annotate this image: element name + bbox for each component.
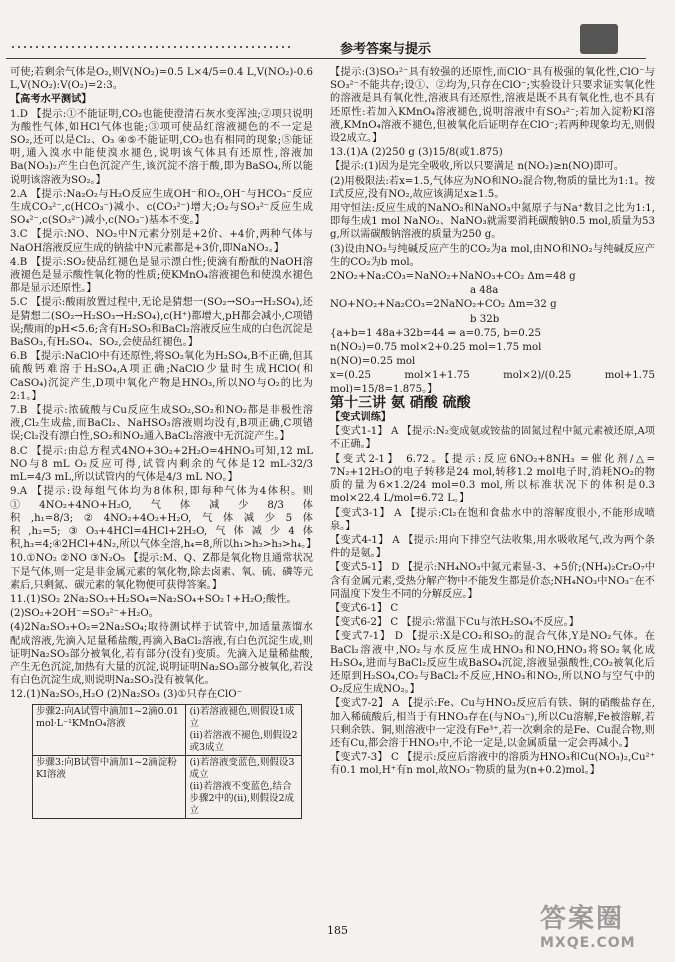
header-title: 参考答案与提示: [340, 42, 432, 57]
equation: NO+NO₂+Na₂CO₃=2NaNO₂+CO₂ Δm=32 g: [330, 299, 557, 311]
equation: b 32b: [470, 313, 500, 325]
experiment-table: [32, 704, 302, 819]
answer-11c: (4)2Na₂SO₃+O₂=2Na₂SO₄;取待测试样于试管中,加适量蒸馏水配成溶液,先滴入足量稀盐酸,再滴入BaCl₂溶液,有白色沉淀生成,则证明Na₂SO₃部分被氧化,若有部分(没有)变质。先滴入足量稀盐酸,产生无色沉淀,加热有大量的沉淀,说明证明Na₂SO₃部分被氧化,若没有白色沉淀生成,则说明Na₂SO₃没有被氧化。: [10, 622, 313, 687]
answer-4: 4.B 【提示:SO₂使品红褪色是显示漂白性;使滴有酚酞的NaOH溶液褪色是显示酸性氧化物的性质;使KMnO₄溶液褪色和使溴水褪色都是显示还原性。】: [10, 256, 313, 295]
paragraph: (2)用极限法:若x=1.5,气体应为NO和NO₂混合物,物质的量比为1:1。按Ⅰ式反应,没有NO₂,故应该满足x≥1.5。: [330, 175, 655, 200]
answer-10: 10.①NO₂ ②NO ③N₂O₅ 【提示:M、Q、Z都是氧化物且通常状况下是气体,则一定是非金属元素的氧化物,除去卤素、氧、硫、磷等元素后,只剩氮、碳元素的氧化物便可获得答案。】: [10, 553, 313, 591]
table-cell: 步骤3:向B试管中滴加1~2滴淀粉KI溶液: [33, 755, 186, 818]
variant-3-1: 【变式3-1】 A 【提示:Cl₂在饱和食盐水中的溶解度很小,不能形成喷泉。】: [330, 507, 655, 532]
answer-6: 6.B 【提示:NaClO中有还原性,将SO₂氧化为H₂SO₄,B不正确,但其硫酸钙难溶于H₂SO₄,A项正确;NaClO少量时生成HClO(和CaSO₄)沉淀产生,D项中氧化产物是HNO₃,所以NO与O₂的比为2:1。】: [10, 351, 313, 402]
equation: n(NO)=0.25 mol: [330, 356, 416, 368]
equation: a 48a: [470, 285, 499, 297]
logo-icon: [580, 24, 618, 54]
section-title: 【变式训练】: [330, 412, 392, 424]
page-header: [0, 0, 675, 62]
equation: {a+b=1 48a+32b=44 ⇒ a=0.75, b=0.25: [330, 327, 541, 339]
answer-1: 1.D 【提示:①不能证明,CO₂也能使澄清石灰水变浑浊;②项只说明为酸性气体,如HCl气体也能;③项可使品红溶液褪色的不一定是SO₂,还可以是Cl₂、O₃ ④⑤不能证明,CO₂也有相同的现象;⑤能证明,通入溴水中能使溴水褪色,说明该气体具有还原性,溶液加Ba(NO₃)₂产生白色沉淀产生,该沉淀不溶于酸,即为BaSO₄,所以能说明该溶液为SO₂。】: [10, 108, 313, 186]
dotted-divider: [10, 44, 290, 50]
paragraph: 可使;若剩余气体是O₂,则V(NO₂)=0.5 L×4/5=0.4 L,V(NO₂)-0.6 L,V(NO₂):V(O₂)=2:3。: [10, 67, 313, 92]
paragraph: (3)设由NO₂与纯碱反应产生的CO₂为a mol,由NO和NO₂与纯碱反应产生的CO₂为b mol。: [330, 243, 655, 268]
watermark: [540, 898, 668, 956]
variant-7-1: 【变式7-1】 D 【提示:X是CO₂和SO₂的混合气体,Y是NO₂气体。在BaCl₂溶液中,NO₂与水反应生成HNO₃和NO,HNO₃将SO₂氧化成H₂SO₄,进而与BaCl₂反应生成BaSO₄沉淀,溶液显强酸性,CO₂被氧化后还原到H₂SO₄,CO₂与BaCl₂不反应,HNO₃和NO₂,所以NO与空气中的O₂反应生成NO₂。】: [330, 631, 655, 696]
answer-9: 9.A 【提示:设每组气体均为8体积,即每种气体为4体积。则①4NO₂+4NO+H₂O,气体减少8/3体积,h₁=8/3;②4NO₂+4O₂+H₂O,气体减少5体积,h₂=5;③O₃+4HCl=4HCl+2H₂O,气体减少4体积,h₃=4;④2HCl+4N₂,所以气体全溶,h₄=8,所以h₁>h₂>h₃>h₄。】: [10, 486, 317, 551]
variant-6-1: 【变式6-1】 C: [330, 602, 399, 614]
equation: x=(0.25 mol×1+1.75 mol×2)/(0.25 mol+1.75 mol)=15/8=1.875。】: [330, 370, 655, 395]
variant-4-1: 【变式4-1】 A 【提示:用向下排空气法收集,用水吸收尾气,改为两个条件的是氨。】: [330, 534, 655, 560]
table-cell: (i)若溶液褪色,则假设1成立 (ii)若溶液不褪色,则假设2或3成立: [186, 704, 302, 755]
answer-11b: (2)SO₂+2OH⁻=SO₃²⁻+H₂O。: [10, 608, 159, 620]
table-cell: 步骤2:向A试管中滴加1~2滴0.01 mol·L⁻¹KMnO₄溶液: [33, 704, 186, 755]
variant-7-2: 【变式7-2】 A 【提示:Fe、Cu与HNO₃反应后有铁、铜的硝酸盐存在,加入稀硫酸后,相当于有HNO₃存在(与NO₃⁻),所以Cu溶解,Fe被溶解,若只剩余铁、铜,则溶液中一定没有Fe³⁺,若一次剩余的是Fe、Cu混合物,则还有Cu,都会溶于HNO₃中,不论一定是,以金属质量一定会再减小。】: [330, 698, 655, 749]
answer-3: 3.C 【提示:NO、NO₂中N元素分别是+2价、+4价,两种气体与NaOH溶液反应生成的钠盐中N元素都是+3价,即NaNO₂。】: [10, 229, 313, 254]
answer-12: 12.(1)Na₂SO₃,H₂O (2)Na₂SO₃ (3)①只存在ClO⁻: [10, 689, 242, 701]
answer-7: 7.B 【提示:浓硫酸与Cu反应生成SO₂,SO₂和NO₂都是非极性溶液,Cl₂生成盐,而BaCl₂、NaHSO₃溶液则均没有,B项正确,C项错误;Cl₂没有漂白性,SO₂和NO₂通入BaCl₂溶液中无沉淀产生。】: [10, 405, 313, 443]
page-number: 185: [327, 924, 348, 937]
lesson-title: 第十三讲 氨 硝酸 硫酸: [330, 394, 471, 411]
answer-11a: 11.(1)SO₂ 2Na₂SO₃+H₂SO₄=Na₂SO₄+SO₂↑+H₂O;酸性。: [10, 593, 297, 605]
variant-5-1: 【变式5-1】 D 【提示:NH₄NO₃中氮元素显-3、+5价;(NH₄)₂Cr₂O₇中含有金属元素,受热分解产物中不能发生都是价态;NH₄NO₃中NO₃⁻在不同温度下发生不同的分解反应。】: [330, 562, 655, 600]
variant-6-2: 【变式6-2】 C 【提示:常温下Cu与浓H₂SO₄不反应。】: [330, 617, 579, 629]
answer-8: 8.C 【提示:由总方程式4NO+3O₂+2H₂O=4HNO₃可知,12 mL NO与8 mL O₂反应可得,试管内剩余的气体是12 mL-32/3 mL=4/3 mL,所以试管内的气体是4/3 mL NO。】: [10, 445, 313, 484]
paragraph: 【提示:(3)SO₃²⁻具有较强的还原性,而ClO⁻具有极强的氧化性,ClO⁻与SO₃²⁻不能共存;设①、②均为,只存在ClO⁻;实验设计只要求证实氧化性的溶液是具有氧化性,溶液具有还原性,溶液是既不具有氧化性,也不具有还原性:若加入KMnO₄溶液褪色,说明溶液中有SO₃²⁻;若加入淀粉KI溶液,KMnO₄溶液不褪色,但被氧化后证明存在ClO⁻;若两种现象均无,则假设2成立。】: [330, 67, 655, 145]
right-column: [330, 66, 655, 779]
answer-2: 2.A 【提示:Na₂O₂与H₂O反应生成OH⁻和O₂,OH⁻与HCO₃⁻反应生成CO₃²⁻,c(HCO₃⁻)减小、c(CO₃²⁻)增大;O₂与SO₃²⁻反应生成SO₄²⁻,c(SO₃²⁻)减小,c(NO₃⁻)基本不变。】: [10, 188, 313, 227]
paragraph: 【提示:(1)因为是完全吸收,所以只要满足 n(NO₂)≥n(NO)即可。: [330, 161, 625, 173]
equation: n(NO₂)=0.75 mol×2+0.25 mol=1.75 mol: [330, 342, 542, 354]
variant-7-3: 【变式7-3】 C 【提示:反应后溶液中的溶质为HNO₃和Cu(NO₃)₂,Cu²⁺有0.1 mol,H⁺有n mol,故NO₃⁻物质的量为(n+0.2)mol。】: [330, 752, 655, 777]
answer-13: 13.(1)A (2)250 g (3)15/8(或1.875): [330, 147, 503, 159]
paragraph: 用守恒法:反应生成的NaNO₂和NaNO₃中氮原子与Na⁺数目之比为1:1,即每生成1 mol NaNO₂、NaNO₃就需要消耗碳酸钠0.5 mol,质量为53 g,所以需碳酸钠溶液的质量为250 g。: [330, 203, 655, 241]
variant-2-1: 【变式2-1】 6.72。【提示:反应6NO₂+8NH₃ =催化剂/△= 7N₂+12H₂O的电子转移是24 mol,转移1.2 mol电子时,消耗NO₂的物质的量为6×1.2/24 mol=0.3 mol,所以标准状况下的体积是0.3 mol×22.4 L/mol=6.72 L。】: [330, 453, 655, 505]
section-title: 【高考水平测试】: [10, 94, 92, 106]
table-row: [33, 704, 302, 755]
table-cell: (i)若溶液变蓝色,则假设3成立 (ii)若溶液不变蓝色,结合步骤2中的(ii),则假设2成立: [186, 755, 302, 818]
answer-5: 5.C 【提示:酸雨放置过程中,无论是猜想一(SO₂→SO₃→H₂SO₄),还是猜想二(SO₂→H₂SO₃→H₂SO₄),c(H⁺)都增大,pH都会减小,C项错误;酸雨的pH<5.6;含有H₂SO₃和BaCl₂溶液反应生成的白色沉淀是BaSO₃,有H₂SO₄、SO₂,会使品红褪色。】: [10, 297, 313, 349]
equation: 2NO₂+Na₂CO₃=NaNO₂+NaNO₃+CO₂ Δm=48 g: [330, 271, 576, 283]
table-row: [33, 755, 302, 818]
variant-1-1: 【变式1-1】 A 【提示:N₂变成氨或铵盐的固氮过程中氮元素被还原,A项不正确。】: [330, 426, 655, 451]
watermark-top: 答案圈: [540, 904, 625, 934]
header-rule: [6, 58, 646, 59]
watermark-bottom: MXQE.COM: [540, 935, 636, 951]
left-column: [10, 66, 317, 819]
